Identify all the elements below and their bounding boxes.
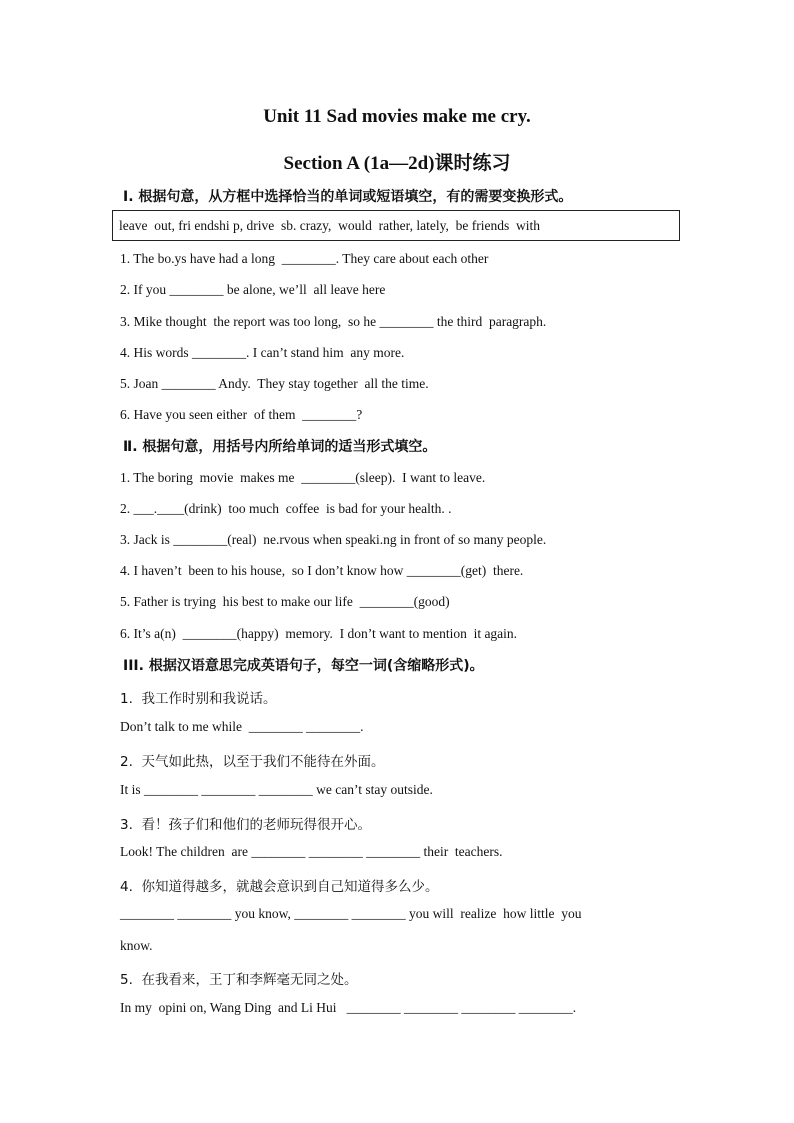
part3-q5-chinese: 5. 在我看来，王丁和李辉毫无同之处。 [120,972,358,988]
part2-item-5: 5. Father is trying his best to make our life ________(good) [120,594,450,609]
part2-item-3: 3. Jack is ________(real) ne.rvous when speaki.ng in front of so many people. [120,532,547,547]
part1-item-1: 1. The bo.ys have had a long ________. They care about each other [120,251,489,266]
part1-item-3: 3. Mike thought the report was too long, so he ________ the third paragraph. [120,314,547,329]
part1-item-4: 4. His words ________. I can’t stand him any more. [120,345,405,360]
part1-item-5: 5. Joan ________ Andy. They stay together all the time. [120,376,429,391]
part2-item-4: 4. I haven’t been to his house, so I don’t know how ________(get) there. [120,563,524,578]
part1-item-6: 6. Have you seen either of them ________? [120,407,363,422]
part1-heading: Ⅰ. 根据句意，从方框中选择恰当的单词或短语填空，有的需要变换形式。 [123,189,573,205]
part2-item-2: 2. ___.____(drink) too much coffee is bad for your health. . [120,501,452,516]
part3-q1-english: Don’t talk to me while ________ ________. [120,719,364,734]
part3-q4-english-cont: know. [120,938,153,953]
part3-heading: III. 根据汉语意思完成英语句子，每空一词(含缩略形式)。 [123,658,484,674]
part2-item-6: 6. It’s a(n) ________(happy) memory. I don’t want to mention it again. [120,626,518,641]
part2-item-1: 1. The boring movie makes me ________(sleep). I want to leave. [120,470,486,485]
part3-q3-chinese: 3. 看！孩子们和他们的老师玩得很开心。 [120,817,371,833]
part3-q2-english: It is ________ ________ ________ we can’t stay outside. [120,782,433,797]
part3-q4-english: ________ ________ you know, ________ ________ you will realize how little you [120,906,582,921]
part3-q3-english: Look! The children are ________ ________ ________ their teachers. [120,844,503,859]
unit-title: Unit 11 Sad movies make me cry. [263,106,531,127]
section-title: Section A (1a—2d)课时练习 [283,153,511,174]
part3-q4-chinese: 4. 你知道得越多，就越会意识到自己知道得多么少。 [120,879,439,895]
part3-q1-chinese: 1. 我工作时别和我说话。 [120,691,277,707]
word-box-text: leave out, fri endshi p, drive sb. crazy, would rather, lately, be friends with [119,218,540,233]
part3-q5-english: In my opini on, Wang Ding and Li Hui ________ ________ ________ ________. [120,1000,577,1015]
word-box [112,210,680,241]
part1-item-2: 2. If you ________ be alone, we’ll all leave here [120,282,386,297]
part2-heading: Ⅱ. 根据句意，用括号内所给单词的适当形式填空。 [123,439,437,455]
part3-q2-chinese: 2. 天气如此热，以至于我们不能待在外面。 [120,754,385,770]
